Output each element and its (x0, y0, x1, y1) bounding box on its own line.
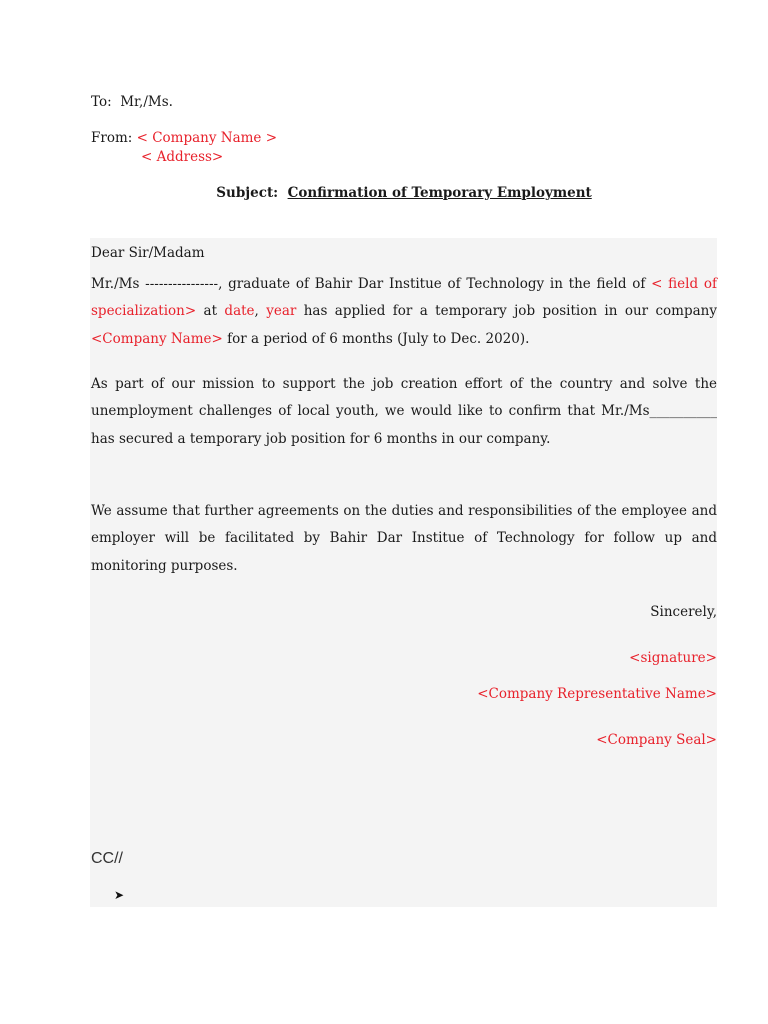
date-placeholder: date (224, 303, 255, 320)
field-of-specialization-placeholder: < field of specialization> (91, 276, 717, 320)
p1-text-i: for a period of 6 months (July to Dec. 2020). (222, 330, 530, 347)
from-company-name: < Company Name > (136, 130, 278, 146)
p1-text-e: , (254, 303, 267, 320)
paragraph-confirmation: As part of our mission to support the job creation effort of the country and solve the unemployment challenges of local youth, we would like to confirm that Mr./Ms__________ has secured a temporary job position for 6 months in our company. (91, 376, 717, 447)
from-label: From: (91, 130, 133, 146)
p1-text-a: Mr./Ms ----------------, graduate of Bahir Dar Institue of Technology in the field of (91, 276, 652, 292)
from-address: < Address> (141, 149, 224, 165)
arrow-bullet-icon: ➤ (114, 888, 125, 902)
cc-label: CC// (91, 850, 123, 867)
to-label: To: (91, 94, 112, 110)
to-line (91, 94, 173, 110)
company-name-placeholder: <Company Name> (91, 330, 223, 347)
paragraph-application (91, 271, 717, 353)
p1-text-c: at (196, 303, 225, 320)
company-seal-placeholder: <Company Seal> (596, 732, 717, 748)
closing-sincerely: Sincerely, (650, 604, 717, 620)
paragraph-agreements: We assume that further agreements on the duties and responsibilities of the employee and employer will be facilitated by Bahir Dar Institue of Technology for follow up and monitoring purposes. (91, 503, 717, 574)
subject-title: Confirmation of Temporary Employment (287, 185, 592, 201)
subject-line (0, 185, 768, 201)
signature-placeholder: <signature> (629, 650, 717, 666)
year-placeholder: year (266, 303, 297, 320)
to-value: Mr,/Ms. (120, 94, 173, 110)
from-line (91, 130, 277, 146)
salutation: Dear Sir/Madam (91, 245, 205, 261)
subject-label: Subject: (216, 185, 279, 201)
p1-text-g: has applied for a temporary job position in our company (296, 303, 717, 320)
representative-name-placeholder: <Company Representative Name> (477, 686, 717, 702)
